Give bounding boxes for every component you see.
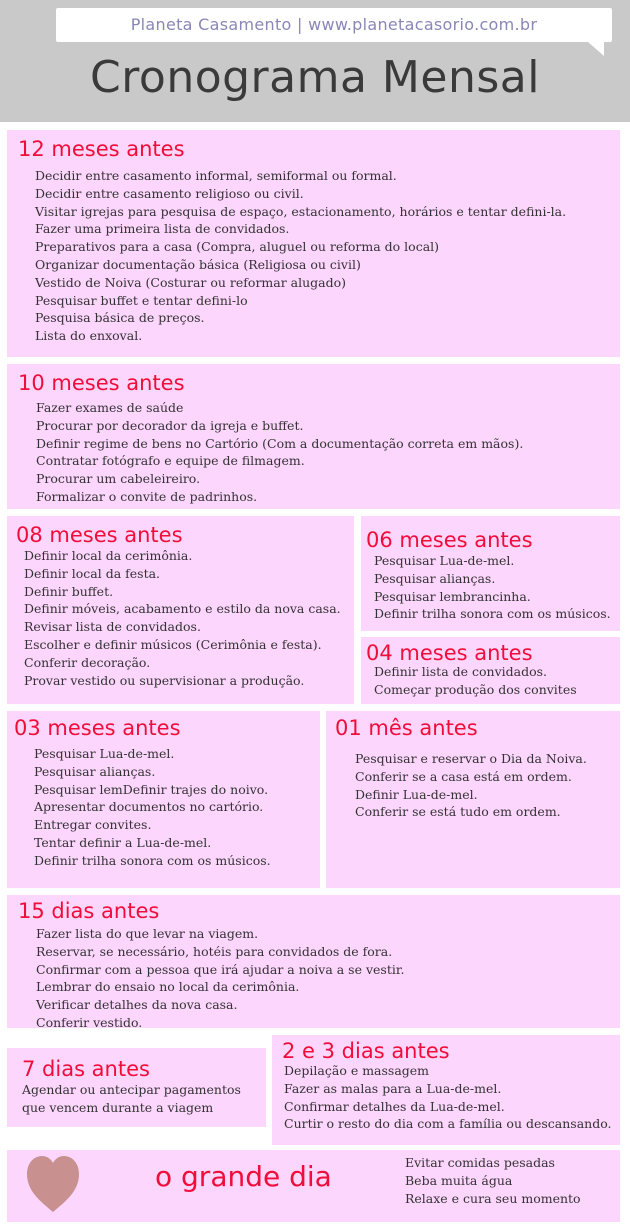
list-item: Organizar documentação básica (Religiosa ou civil) xyxy=(35,256,361,272)
list-item: Tentar definir a Lua-de-mel. xyxy=(34,834,212,850)
list-item: Curtir o resto do dia com a família ou descansando. xyxy=(284,1116,612,1132)
section-06-meses xyxy=(361,516,620,631)
list-item: Pesquisar Lua-de-mel. xyxy=(34,746,175,761)
list-item: Pesquisar alianças. xyxy=(34,763,156,779)
list-item: Depilação e massagem xyxy=(284,1063,430,1078)
section-heading: o grande dia xyxy=(155,1160,332,1193)
section-list xyxy=(405,1154,581,1207)
section-list xyxy=(22,1081,241,1117)
list-item: Lembrar do ensaio no local da cerimônia. xyxy=(36,979,300,995)
section-heading: 10 meses antes xyxy=(18,371,185,395)
section-list xyxy=(34,745,271,870)
heart-icon xyxy=(26,1154,80,1214)
list-item: Escolher e definir músicos (Cerimônia e festa). xyxy=(24,636,322,652)
list-item: Pesquisar lembrancinha. xyxy=(374,588,531,604)
list-item: Lista do enxoval. xyxy=(35,328,143,344)
list-item: Definir buffet. xyxy=(24,583,114,599)
list-item: Pesquisar buffet e tentar defini-lo xyxy=(35,292,248,308)
section-heading: 06 meses antes xyxy=(366,528,533,552)
list-item: Conferir decoração. xyxy=(24,654,151,670)
list-item: Definir móveis, acabamento e estilo da nova casa. xyxy=(24,601,341,617)
list-item: Fazer exames de saúde xyxy=(36,400,184,415)
section-list xyxy=(374,663,577,699)
list-item: Conferir se está tudo em ordem. xyxy=(355,804,561,820)
list-item: Contratar fotógrafo e equipe de filmagem. xyxy=(36,453,305,469)
list-item: Definir regime de bens no Cartório (Com a documentação correta em mãos). xyxy=(36,435,524,451)
list-item: Evitar comidas pesadas xyxy=(405,1155,555,1170)
section-01-mes xyxy=(326,711,620,888)
section-list xyxy=(284,1062,612,1133)
section-heading: 01 mês antes xyxy=(335,716,478,740)
header-banner xyxy=(0,0,630,122)
list-item: Pesquisar Lua-de-mel. xyxy=(374,553,515,568)
list-item: Fazer as malas para a Lua-de-mel. xyxy=(284,1080,502,1096)
list-item: Fazer uma primeira lista de convidados. xyxy=(35,221,290,237)
list-item: Definir local da cerimônia. xyxy=(24,548,193,563)
list-item: Definir Lua-de-mel. xyxy=(355,786,478,802)
section-10-meses xyxy=(7,364,620,509)
list-item: Confirmar com a pessoa que irá ajudar a noiva a se vestir. xyxy=(36,961,405,977)
section-7-dias xyxy=(7,1048,266,1127)
section-heading: 2 e 3 dias antes xyxy=(282,1039,450,1063)
list-item: Provar vestido ou supervisionar a produção. xyxy=(24,672,305,688)
section-list xyxy=(355,750,587,821)
list-item: que vencem durante a viagem xyxy=(22,1099,214,1115)
list-item: Vestido de Noiva (Costurar ou reformar alugado) xyxy=(35,274,347,290)
list-item: Fazer lista do que levar na viagem. xyxy=(36,926,259,941)
site-url: Planeta Casamento | www.planetacasorio.com.br xyxy=(130,15,538,34)
list-item: Procurar um cabeleireiro. xyxy=(36,471,201,487)
section-03-meses xyxy=(7,711,320,888)
list-item: Preparativos para a casa (Compra, aluguel ou reforma do local) xyxy=(35,239,440,255)
list-item: Definir local da festa. xyxy=(24,565,161,581)
list-item: Confirmar detalhes da Lua-de-mel. xyxy=(284,1098,505,1114)
list-item: Visitar igrejas para pesquisa de espaço, estacionamento, horários e tentar defini-la. xyxy=(35,203,567,219)
list-item: Formalizar o convite de padrinhos. xyxy=(36,488,258,504)
list-item: Decidir entre casamento religioso ou civil. xyxy=(35,185,304,201)
section-list xyxy=(36,399,523,506)
section-list xyxy=(24,547,341,689)
list-item: Começar produção dos convites xyxy=(374,681,577,697)
section-heading: 04 meses antes xyxy=(366,641,533,665)
section-heading: 03 meses antes xyxy=(14,716,181,740)
list-item: Pesquisar e reservar o Dia da Noiva. xyxy=(355,751,587,766)
list-item: Conferir vestido. xyxy=(36,1014,143,1030)
list-item: Definir trilha sonora com os músicos. xyxy=(34,852,271,868)
list-item: Entregar convites. xyxy=(34,817,152,833)
site-speech-bubble xyxy=(56,8,612,42)
section-list xyxy=(374,552,611,623)
section-2-e-3-dias xyxy=(272,1035,620,1145)
list-item: Procurar por decorador da igreja e buffet. xyxy=(36,417,304,433)
section-heading: 7 dias antes xyxy=(22,1057,150,1081)
section-12-meses xyxy=(7,130,620,357)
list-item: Decidir entre casamento informal, semiformal ou formal. xyxy=(35,168,397,183)
section-heading: 12 meses antes xyxy=(18,137,185,161)
section-08-meses xyxy=(7,516,354,704)
section-15-dias xyxy=(7,895,620,1028)
page-title: Cronograma Mensal xyxy=(90,52,540,103)
section-list xyxy=(36,925,404,1032)
list-item: Definir lista de convidados. xyxy=(374,664,547,679)
list-item: Pesquisa básica de preços. xyxy=(35,310,205,326)
list-item: Relaxe e cura seu momento xyxy=(405,1190,581,1206)
list-item: Agendar ou antecipar pagamentos xyxy=(22,1082,241,1097)
list-item: Apresentar documentos no cartório. xyxy=(34,799,264,815)
list-item: Pesquisar lemDefinir trajes do noivo. xyxy=(34,781,269,797)
list-item: Reservar, se necessário, hotéis para convidados de fora. xyxy=(36,943,393,959)
section-heading: 08 meses antes xyxy=(16,523,183,547)
section-04-meses xyxy=(361,637,620,704)
section-list xyxy=(35,167,566,345)
list-item: Verificar detalhes da nova casa. xyxy=(36,997,238,1013)
list-item: Beba muita água xyxy=(405,1172,513,1188)
section-heading: 15 dias antes xyxy=(18,899,160,923)
list-item: Definir trilha sonora com os músicos. xyxy=(374,606,611,622)
list-item: Revisar lista de convidados. xyxy=(24,619,201,635)
list-item: Pesquisar alianças. xyxy=(374,570,496,586)
list-item: Conferir se a casa está em ordem. xyxy=(355,768,572,784)
